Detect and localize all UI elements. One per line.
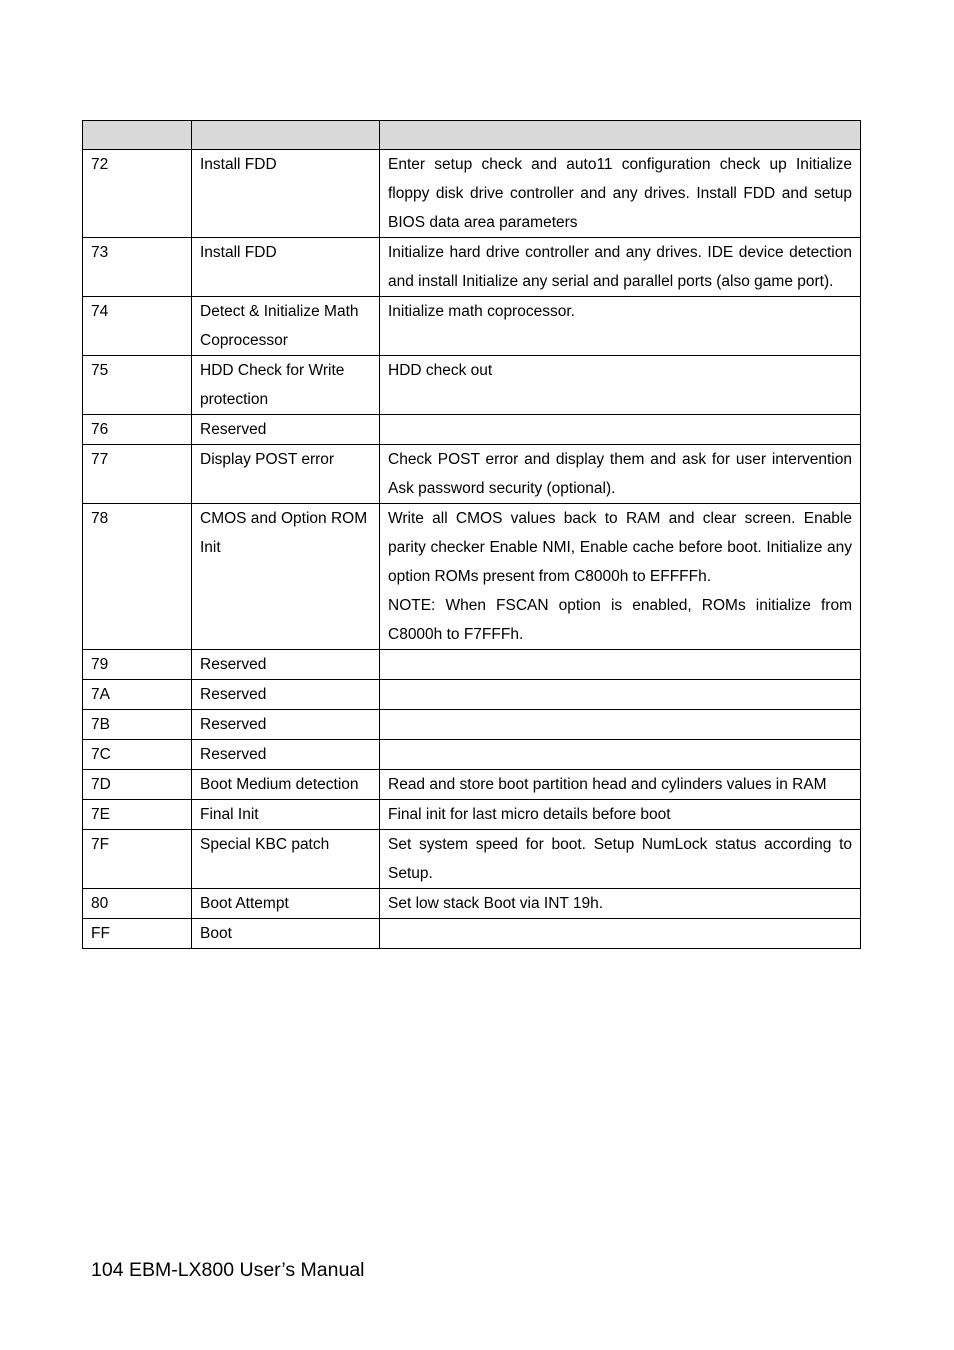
description-cell bbox=[380, 415, 861, 445]
component-name-cell: Boot bbox=[192, 919, 380, 949]
header-cell-code bbox=[83, 121, 192, 150]
description-paragraph: Write all CMOS values back to RAM and clear screen. Enable parity checker Enable NMI, Enable cache before boot. Initialize any option ROMs present from C8000h to EFFFFh. bbox=[388, 510, 852, 585]
description-cell bbox=[380, 800, 861, 830]
post-code-cell: FF bbox=[83, 919, 192, 949]
component-name-cell: Reserved bbox=[192, 740, 380, 770]
table-row bbox=[83, 830, 861, 889]
description-cell bbox=[380, 830, 861, 889]
table-row bbox=[83, 415, 861, 445]
table-row bbox=[83, 504, 861, 650]
component-name-cell: HDD Check for Write protection bbox=[192, 356, 380, 415]
description-cell bbox=[380, 650, 861, 680]
post-code-cell: 7D bbox=[83, 770, 192, 800]
component-name-cell: Reserved bbox=[192, 415, 380, 445]
description-paragraph: Initialize math coprocessor. bbox=[388, 303, 575, 320]
description-paragraph bbox=[388, 680, 852, 709]
table-row bbox=[83, 889, 861, 919]
description-paragraph: Read and store boot partition head and cylinders values in RAM bbox=[388, 776, 827, 793]
component-name-cell: Boot Medium detection bbox=[192, 770, 380, 800]
description-cell bbox=[380, 238, 861, 297]
component-name-cell: Display POST error bbox=[192, 445, 380, 504]
post-code-cell: 7F bbox=[83, 830, 192, 889]
component-name-cell: Reserved bbox=[192, 680, 380, 710]
description-paragraph: Initialize hard drive controller and any drives. IDE device detection and install Initialize any serial and parallel ports (also game port). bbox=[388, 244, 852, 290]
post-code-cell: 7C bbox=[83, 740, 192, 770]
description-cell bbox=[380, 297, 861, 356]
post-code-cell: 7E bbox=[83, 800, 192, 830]
table-row bbox=[83, 919, 861, 949]
table-row bbox=[83, 297, 861, 356]
description-cell bbox=[380, 504, 861, 650]
description-paragraph: Final init for last micro details before boot bbox=[388, 806, 671, 823]
table-row bbox=[83, 710, 861, 740]
post-code-cell: 72 bbox=[83, 150, 192, 238]
component-name-cell: Install FDD bbox=[192, 150, 380, 238]
component-name-cell: CMOS and Option ROM Init bbox=[192, 504, 380, 650]
component-name-cell: Reserved bbox=[192, 710, 380, 740]
description-paragraph: Set low stack Boot via INT 19h. bbox=[388, 895, 604, 912]
table-row bbox=[83, 680, 861, 710]
description-cell bbox=[380, 889, 861, 919]
description-paragraph: Enter setup check and auto11 configuration check up Initialize floppy disk drive controller and any drives. Install FDD and setup BIOS data area parameters bbox=[388, 156, 852, 231]
description-paragraph bbox=[388, 740, 852, 769]
description-cell bbox=[380, 770, 861, 800]
post-code-cell: 78 bbox=[83, 504, 192, 650]
page-footer: 104 EBM-LX800 User’s Manual bbox=[91, 1259, 365, 1281]
post-code-cell: 75 bbox=[83, 356, 192, 415]
component-name-cell: Detect & Initialize Math Coprocessor bbox=[192, 297, 380, 356]
post-code-cell: 79 bbox=[83, 650, 192, 680]
header-cell-name bbox=[192, 121, 380, 150]
table-row bbox=[83, 650, 861, 680]
table-row bbox=[83, 800, 861, 830]
description-paragraph bbox=[388, 415, 852, 444]
description-cell bbox=[380, 680, 861, 710]
description-cell bbox=[380, 740, 861, 770]
table-row bbox=[83, 238, 861, 297]
description-cell bbox=[380, 356, 861, 415]
component-name-cell: Final Init bbox=[192, 800, 380, 830]
header-cell-description bbox=[380, 121, 861, 150]
table-row bbox=[83, 445, 861, 504]
table-row bbox=[83, 740, 861, 770]
post-code-cell: 74 bbox=[83, 297, 192, 356]
description-cell bbox=[380, 919, 861, 949]
description-paragraph bbox=[388, 710, 852, 739]
post-code-cell: 76 bbox=[83, 415, 192, 445]
description-cell bbox=[380, 445, 861, 504]
description-paragraph: Check POST error and display them and ask for user intervention Ask password security (optional). bbox=[388, 451, 852, 497]
table-row bbox=[83, 356, 861, 415]
description-paragraph: NOTE: When FSCAN option is enabled, ROMs initialize from C8000h to F7FFFh. bbox=[388, 597, 852, 643]
post-code-cell: 77 bbox=[83, 445, 192, 504]
post-code-cell: 80 bbox=[83, 889, 192, 919]
post-code-cell: 7B bbox=[83, 710, 192, 740]
table-row bbox=[83, 150, 861, 238]
post-code-cell: 7A bbox=[83, 680, 192, 710]
component-name-cell: Special KBC patch bbox=[192, 830, 380, 889]
description-cell bbox=[380, 710, 861, 740]
description-paragraph bbox=[388, 919, 852, 948]
component-name-cell: Boot Attempt bbox=[192, 889, 380, 919]
table-row bbox=[83, 770, 861, 800]
component-name-cell: Install FDD bbox=[192, 238, 380, 297]
component-name-cell: Reserved bbox=[192, 650, 380, 680]
table-header-row bbox=[83, 121, 861, 150]
post-code-cell: 73 bbox=[83, 238, 192, 297]
description-paragraph: HDD check out bbox=[388, 362, 493, 379]
description-cell bbox=[380, 150, 861, 238]
description-paragraph bbox=[388, 650, 852, 679]
description-paragraph: Set system speed for boot. Setup NumLock status according to Setup. bbox=[388, 836, 852, 882]
post-code-table bbox=[82, 120, 861, 949]
